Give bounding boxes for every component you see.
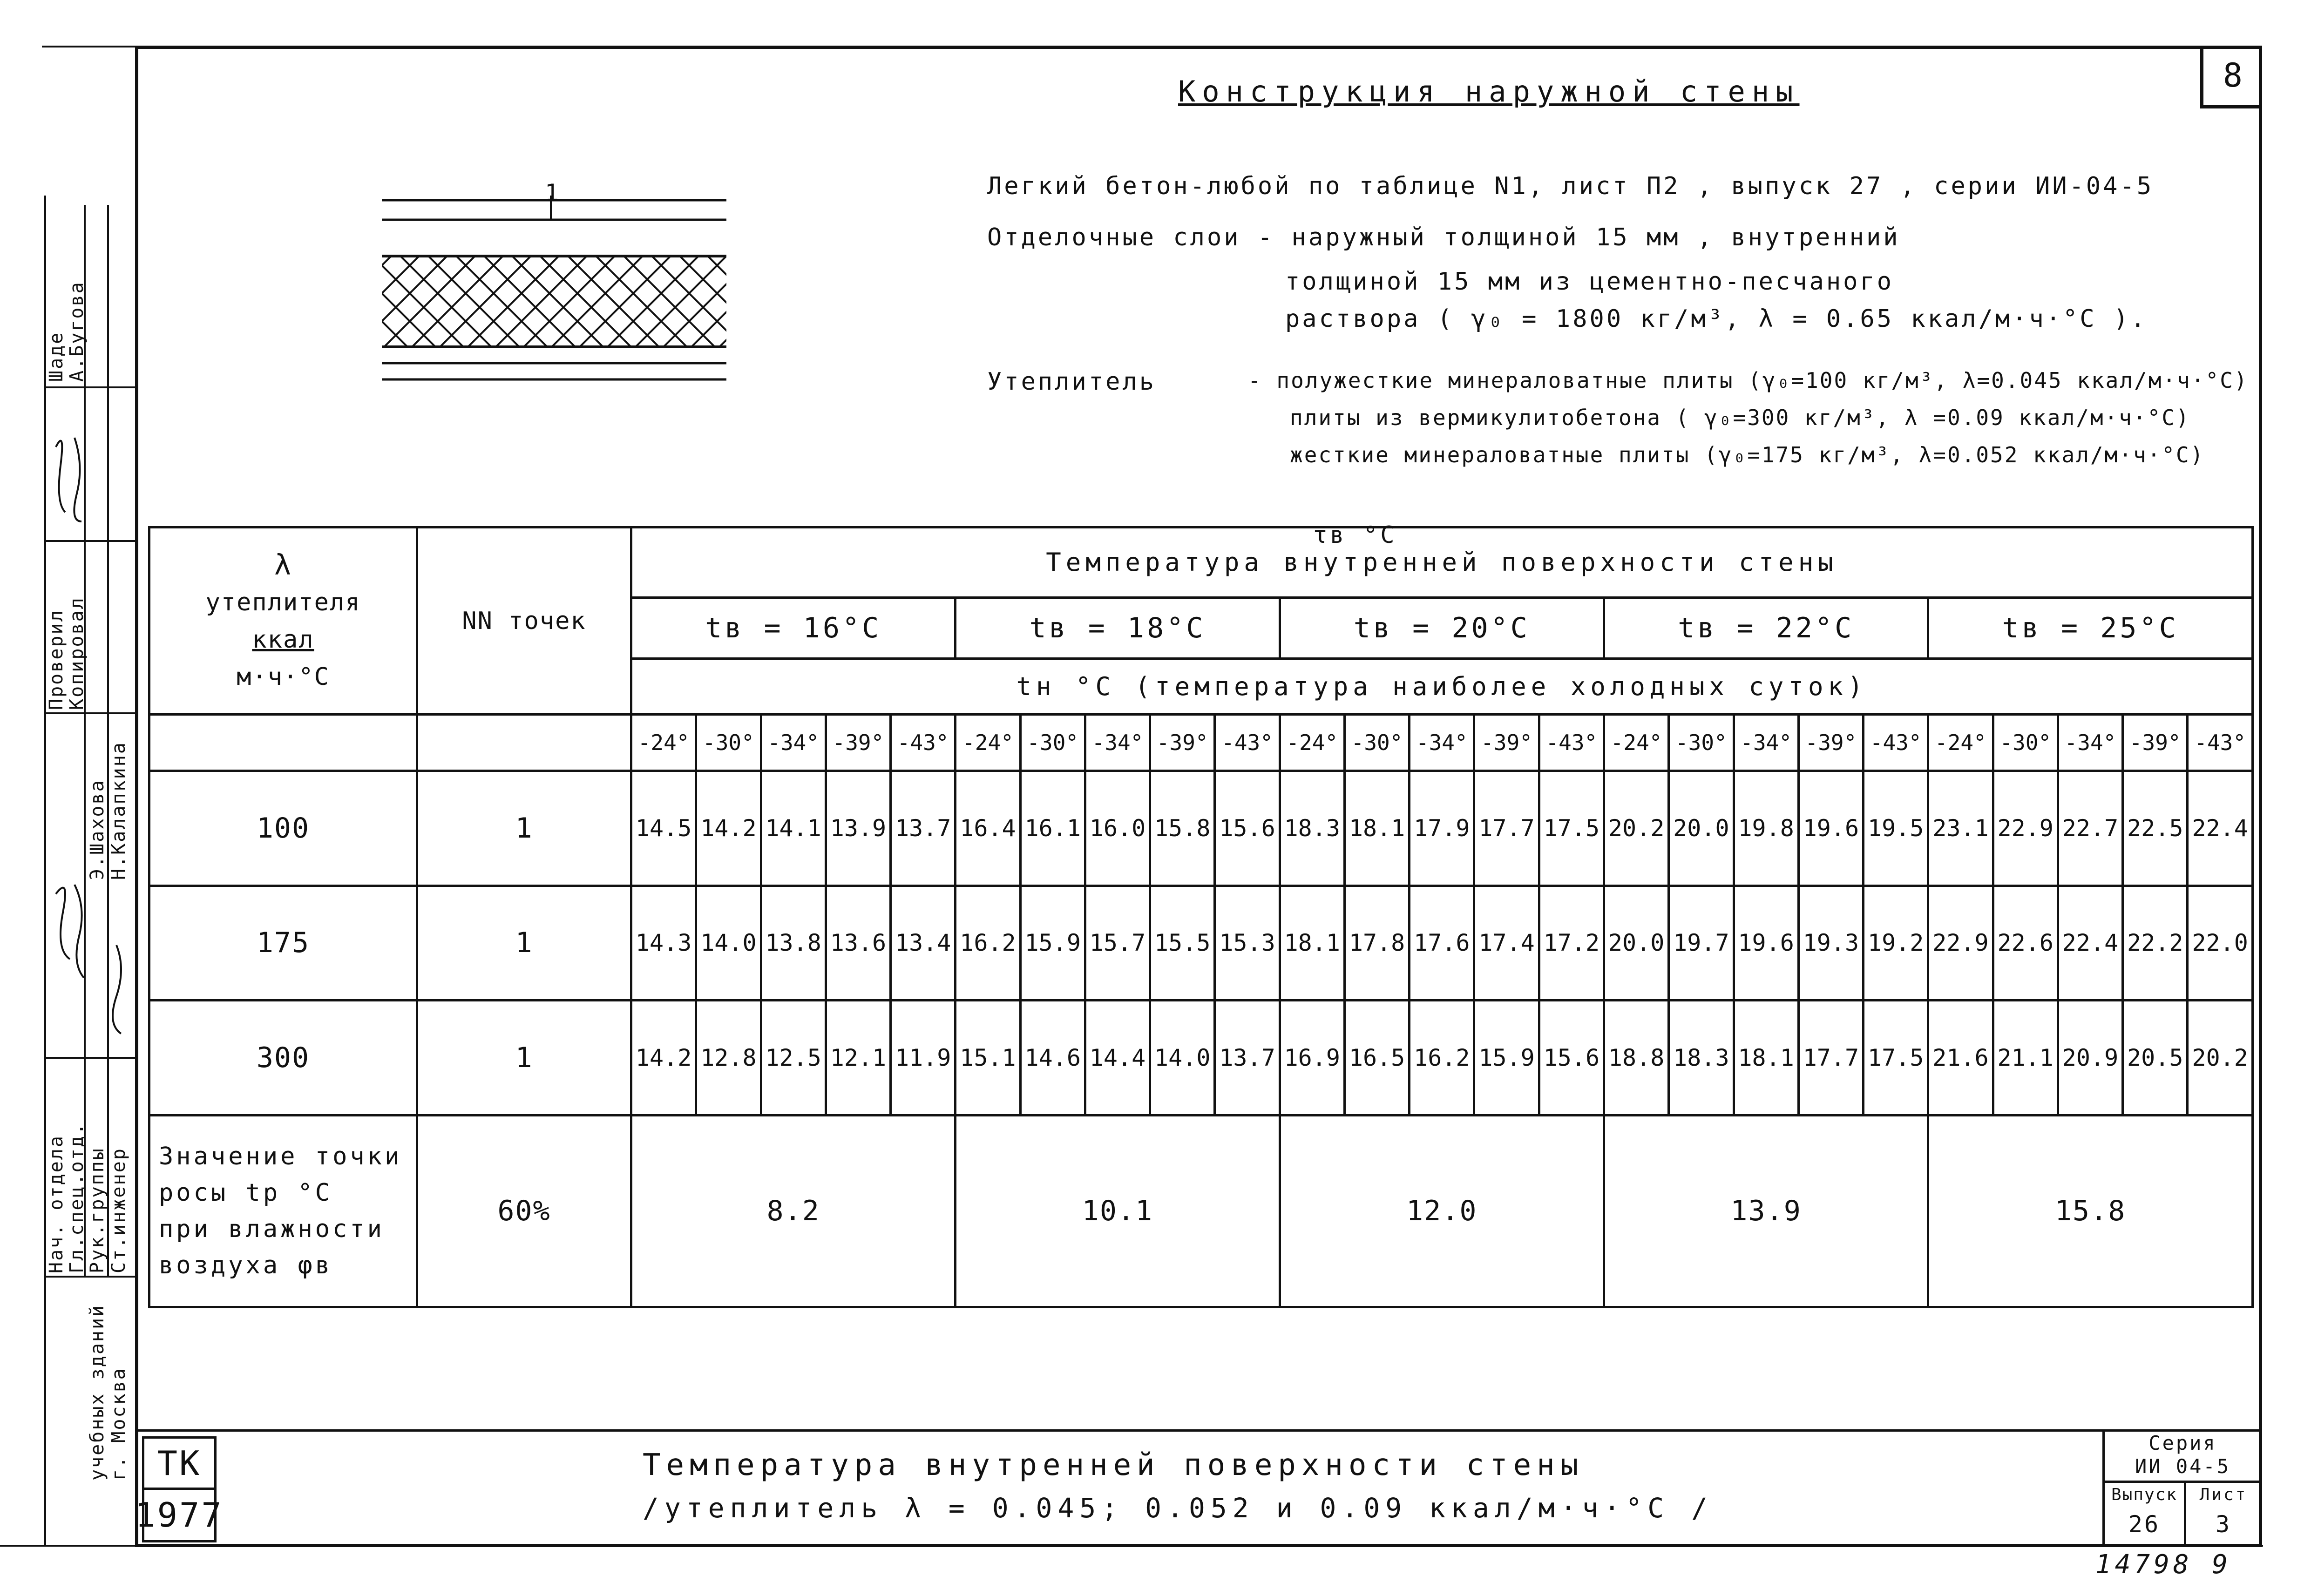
- temperature-cell: 19.8: [1734, 771, 1798, 886]
- temperature-cell: 20.9: [2058, 1001, 2122, 1115]
- temperature-cell: 22.7: [2058, 771, 2122, 886]
- stamp-line-h5: [44, 386, 135, 388]
- temperature-cell: 22.4: [2188, 771, 2253, 886]
- temperature-cell: 16.5: [1344, 1001, 1409, 1115]
- temperature-cell: 16.2: [956, 886, 1020, 1000]
- table-row: [149, 886, 2253, 1000]
- year-box: 1977: [142, 1488, 217, 1542]
- stamp-col-label-1: Проверил: [46, 609, 67, 710]
- footer-number: 14798 9: [2095, 1549, 2232, 1580]
- stamp-role-2: Гл.спец.отд.: [66, 1122, 88, 1273]
- temperature-cell: 22.2: [2123, 886, 2188, 1000]
- temperature-cell: 13.8: [761, 886, 826, 1000]
- points-value: 1: [417, 1001, 631, 1115]
- temperature-cell: 17.5: [1539, 771, 1604, 886]
- temperature-cell: 13.7: [891, 771, 956, 886]
- temperature-cell: 19.2: [1864, 886, 1928, 1000]
- tn-value-cell: -24°: [1280, 715, 1344, 771]
- temperature-cell: 11.9: [891, 1001, 956, 1115]
- temperature-cell: 18.1: [1280, 886, 1344, 1000]
- temperature-cell: 21.6: [1928, 1001, 1993, 1115]
- temperature-cell: 15.3: [1215, 886, 1280, 1000]
- temperature-cell: 13.4: [891, 886, 956, 1000]
- tn-value-cell: -43°: [891, 715, 956, 771]
- temperature-cell: 18.1: [1734, 1001, 1798, 1115]
- lambda-label: утеплителя: [205, 588, 361, 616]
- temperature-cell: 12.1: [826, 1001, 890, 1115]
- lambda-unit-den: м·ч·°С: [237, 663, 330, 691]
- dew-point-row: [149, 1115, 2253, 1307]
- lambda-symbol: λ: [274, 548, 292, 582]
- stamp-name-3: Э.Шахова: [87, 779, 108, 880]
- tn-values-row: [149, 715, 2253, 771]
- series-value: ИИ 04-5: [2135, 1455, 2230, 1478]
- lambda-value: 300: [149, 1001, 417, 1115]
- tb-header-18: tв = 18°С: [956, 597, 1280, 658]
- temperature-cell: 20.0: [1669, 771, 1734, 886]
- temperature-cell: 14.1: [761, 771, 826, 886]
- tn-value-cell: -39°: [1474, 715, 1539, 771]
- temperature-cell: 20.0: [1604, 886, 1668, 1000]
- lambda-value: 175: [149, 886, 417, 1000]
- temperature-cell: 23.1: [1928, 771, 1993, 886]
- temperature-cell: 15.6: [1215, 771, 1280, 886]
- temperature-cell: 17.2: [1539, 886, 1604, 1000]
- stamp-name-2: А.Бугова: [66, 281, 88, 382]
- series-label: Серия: [2148, 1432, 2217, 1454]
- temperature-cell: 17.5: [1864, 1001, 1928, 1115]
- stamp-col-label-2: Копировал: [66, 596, 88, 710]
- dew-label-line-2: росы tр °С: [159, 1179, 333, 1207]
- tn-value-cell: -43°: [2188, 715, 2253, 771]
- insulation-line-1: - полужесткие минераловатные плиты (γ₀=100 кг/м³, λ=0.045 ккал/м·ч·°С): [1248, 368, 2249, 393]
- temperature-cell: 13.9: [826, 771, 890, 886]
- bottom-title-2: /утеплитель λ = 0.045; 0.052 и 0.09 ккал/м·ч·°С /: [643, 1492, 1714, 1524]
- temperature-cell: 15.7: [1085, 886, 1150, 1000]
- sheet-label: Лист: [2199, 1485, 2248, 1504]
- tn-value-cell: -24°: [631, 715, 696, 771]
- temperature-cell: 14.0: [696, 886, 761, 1000]
- temperature-cell: 17.6: [1410, 886, 1474, 1000]
- temperature-cell: 17.8: [1344, 886, 1409, 1000]
- temperature-cell: 19.6: [1798, 771, 1863, 886]
- tn-value-cell: -24°: [1604, 715, 1668, 771]
- stamp-name-4: Н.Калапкина: [108, 741, 129, 880]
- temperature-cell: 19.6: [1734, 886, 1798, 1000]
- temperature-cell: 14.2: [631, 1001, 696, 1115]
- temperature-cell: 16.2: [1410, 1001, 1474, 1115]
- temperature-cell: 18.3: [1669, 1001, 1734, 1115]
- lambda-column-header: [149, 527, 417, 715]
- tau-annotation: τв °С: [1313, 521, 1397, 548]
- insulation-line-3: жесткие минераловатные плиты (γ₀=175 кг/м³, λ=0.052 ккал/м·ч·°С): [1290, 442, 2205, 467]
- temperature-cell: 15.8: [1150, 771, 1215, 886]
- lambda-value: 100: [149, 771, 417, 886]
- dew-label-line-4: воздуха φв: [159, 1251, 333, 1280]
- tn-value-cell: -39°: [1150, 715, 1215, 771]
- temperature-cell: 20.5: [2123, 1001, 2188, 1115]
- temperature-cell: 22.5: [2123, 771, 2188, 886]
- description-line-4: раствора ( γ₀ = 1800 кг/м³, λ = 0.65 ккал/м·ч·°С ).: [1285, 305, 2148, 333]
- points-value: 1: [417, 886, 631, 1000]
- temperature-table: [148, 526, 2254, 1308]
- temperature-cell: 18.3: [1280, 771, 1344, 886]
- stamp-line-1: [44, 196, 46, 1546]
- insulation-line-2: плиты из вермикулитобетона ( γ₀=300 кг/м³, λ =0.09 ккал/м·ч·°С): [1290, 405, 2190, 430]
- tn-value-cell: -34°: [761, 715, 826, 771]
- dew-value-18: 10.1: [956, 1115, 1280, 1307]
- temperature-cell: 15.1: [956, 1001, 1020, 1115]
- title-block-top-line: [135, 1429, 2262, 1432]
- tn-value-cell: -30°: [1020, 715, 1085, 771]
- tk-box: ТК: [142, 1436, 217, 1488]
- temperature-cell: 22.0: [2188, 886, 2253, 1000]
- tb-header-25: tв = 25°С: [1928, 597, 2253, 658]
- temperature-cell: 14.6: [1020, 1001, 1085, 1115]
- points-column-header: NN точек: [417, 527, 631, 715]
- points-header-spacer: [417, 715, 631, 771]
- dew-label-line-1: Значение точки: [159, 1143, 402, 1171]
- tb-header-20: tв = 20°С: [1280, 597, 1604, 658]
- temperature-cell: 16.9: [1280, 1001, 1344, 1115]
- top-edge-line: [42, 46, 135, 47]
- stamp-role-3: Рук.группы: [87, 1147, 108, 1273]
- temperature-cell: 20.2: [1604, 771, 1668, 886]
- tb-header-16: tв = 16°С: [631, 597, 956, 658]
- lambda-unit-num: ккал: [252, 625, 314, 654]
- description-line-1: Легкий бетон-любой по таблице N1, лист П2 , выпуск 27 , серии ИИ-04-5: [987, 172, 2154, 200]
- tn-header: tн °С (температура наиболее холодных суток): [631, 658, 2253, 715]
- tn-value-cell: -34°: [1085, 715, 1150, 771]
- temperature-cell: 14.5: [631, 771, 696, 886]
- tn-value-cell: -34°: [1410, 715, 1474, 771]
- temperature-cell: 14.2: [696, 771, 761, 886]
- stamp-line-h1: [44, 1276, 135, 1278]
- temperature-cell: 17.7: [1474, 771, 1539, 886]
- temperature-cell: 16.1: [1020, 771, 1085, 886]
- temperature-cell: 19.3: [1798, 886, 1863, 1000]
- dew-point-label: [149, 1115, 417, 1307]
- tn-value-cell: -39°: [2123, 715, 2188, 771]
- table-row: [149, 771, 2253, 886]
- sheet-number: 8: [2200, 46, 2262, 108]
- temperature-cell: 22.6: [1993, 886, 2058, 1000]
- temperature-cell: 15.6: [1539, 1001, 1604, 1115]
- sheet-value: 3: [2215, 1511, 2232, 1538]
- temperature-cell: 16.4: [956, 771, 1020, 886]
- temperature-cell: 22.9: [1993, 771, 2058, 886]
- tn-value-cell: -39°: [1798, 715, 1863, 771]
- insulation-label: Утеплитель: [987, 368, 1157, 396]
- tn-value-cell: -43°: [1215, 715, 1280, 771]
- page-title: Конструкция наружной стены: [1178, 74, 1800, 108]
- temperature-cell: 17.7: [1798, 1001, 1863, 1115]
- wall-section-drawing: [382, 182, 736, 396]
- points-value: 1: [417, 771, 631, 886]
- temperature-cell: 12.8: [696, 1001, 761, 1115]
- tn-value-cell: -24°: [956, 715, 1020, 771]
- series-box-mid: [2102, 1481, 2262, 1483]
- dew-value-25: 15.8: [1928, 1115, 2253, 1307]
- tn-value-cell: -30°: [1669, 715, 1734, 771]
- tn-value-cell: -34°: [1734, 715, 1798, 771]
- dew-humidity: 60%: [417, 1115, 631, 1307]
- tn-value-cell: -39°: [826, 715, 890, 771]
- description-line-3: толщиной 15 мм из цементно-песчаного: [1285, 268, 1894, 296]
- temperature-cell: 15.5: [1150, 886, 1215, 1000]
- tn-value-cell: -30°: [1344, 715, 1409, 771]
- temperature-cell: 18.1: [1344, 771, 1409, 886]
- tb-header-22: tв = 22°С: [1604, 597, 1928, 658]
- temperature-cell: 22.4: [2058, 886, 2122, 1000]
- bottom-title-1: Температура внутренней поверхности стены: [643, 1448, 1584, 1482]
- temperature-cell: 12.5: [761, 1001, 826, 1115]
- temperature-cell: 21.1: [1993, 1001, 2058, 1115]
- tn-value-cell: -30°: [696, 715, 761, 771]
- stamp-role-1: Нач. отдела: [46, 1135, 67, 1273]
- temperature-cell: 19.5: [1864, 771, 1928, 886]
- temperature-cell: 16.0: [1085, 771, 1150, 886]
- temperature-cell: 13.7: [1215, 1001, 1280, 1115]
- stamp-org-1: учебных зданий: [87, 1304, 108, 1481]
- main-header: Температура внутренней поверхности стены: [631, 527, 2253, 598]
- signatures: [47, 410, 130, 1062]
- issue-label: Выпуск: [2111, 1485, 2178, 1504]
- description-line-2: Отделочные слои - наружный толщиной 15 мм , внутренний: [987, 223, 1900, 251]
- tn-value-cell: -24°: [1928, 715, 1993, 771]
- dew-value-20: 12.0: [1280, 1115, 1604, 1307]
- stamp-org-2: г. Москва: [108, 1367, 129, 1481]
- tn-value-cell: -43°: [1864, 715, 1928, 771]
- dew-value-22: 13.9: [1604, 1115, 1928, 1307]
- tn-value-cell: -30°: [1993, 715, 2058, 771]
- dew-label-line-3: при влажности: [159, 1215, 385, 1244]
- temperature-cell: 15.9: [1020, 886, 1085, 1000]
- table-row: [149, 1001, 2253, 1115]
- tn-value-cell: -43°: [1539, 715, 1604, 771]
- temperature-cell: 15.9: [1474, 1001, 1539, 1115]
- stamp-role-4: Ст.инженер: [108, 1147, 129, 1273]
- temperature-cell: 19.7: [1669, 886, 1734, 1000]
- temperature-cell: 17.4: [1474, 886, 1539, 1000]
- temperature-cell: 14.4: [1085, 1001, 1150, 1115]
- temperature-cell: 17.9: [1410, 771, 1474, 886]
- temperature-cell: 14.0: [1150, 1001, 1215, 1115]
- lambda-header-spacer: [149, 715, 417, 771]
- tn-value-cell: -34°: [2058, 715, 2122, 771]
- issue-value: 26: [2128, 1511, 2161, 1538]
- section-marker: 1: [545, 179, 562, 206]
- temperature-cell: 20.2: [2188, 1001, 2253, 1115]
- temperature-cell: 14.3: [631, 886, 696, 1000]
- dew-value-16: 8.2: [631, 1115, 956, 1307]
- temperature-cell: 22.9: [1928, 886, 1993, 1000]
- temperature-cell: 18.8: [1604, 1001, 1668, 1115]
- stamp-name-1: Шаде: [46, 331, 67, 382]
- temperature-cell: 13.6: [826, 886, 890, 1000]
